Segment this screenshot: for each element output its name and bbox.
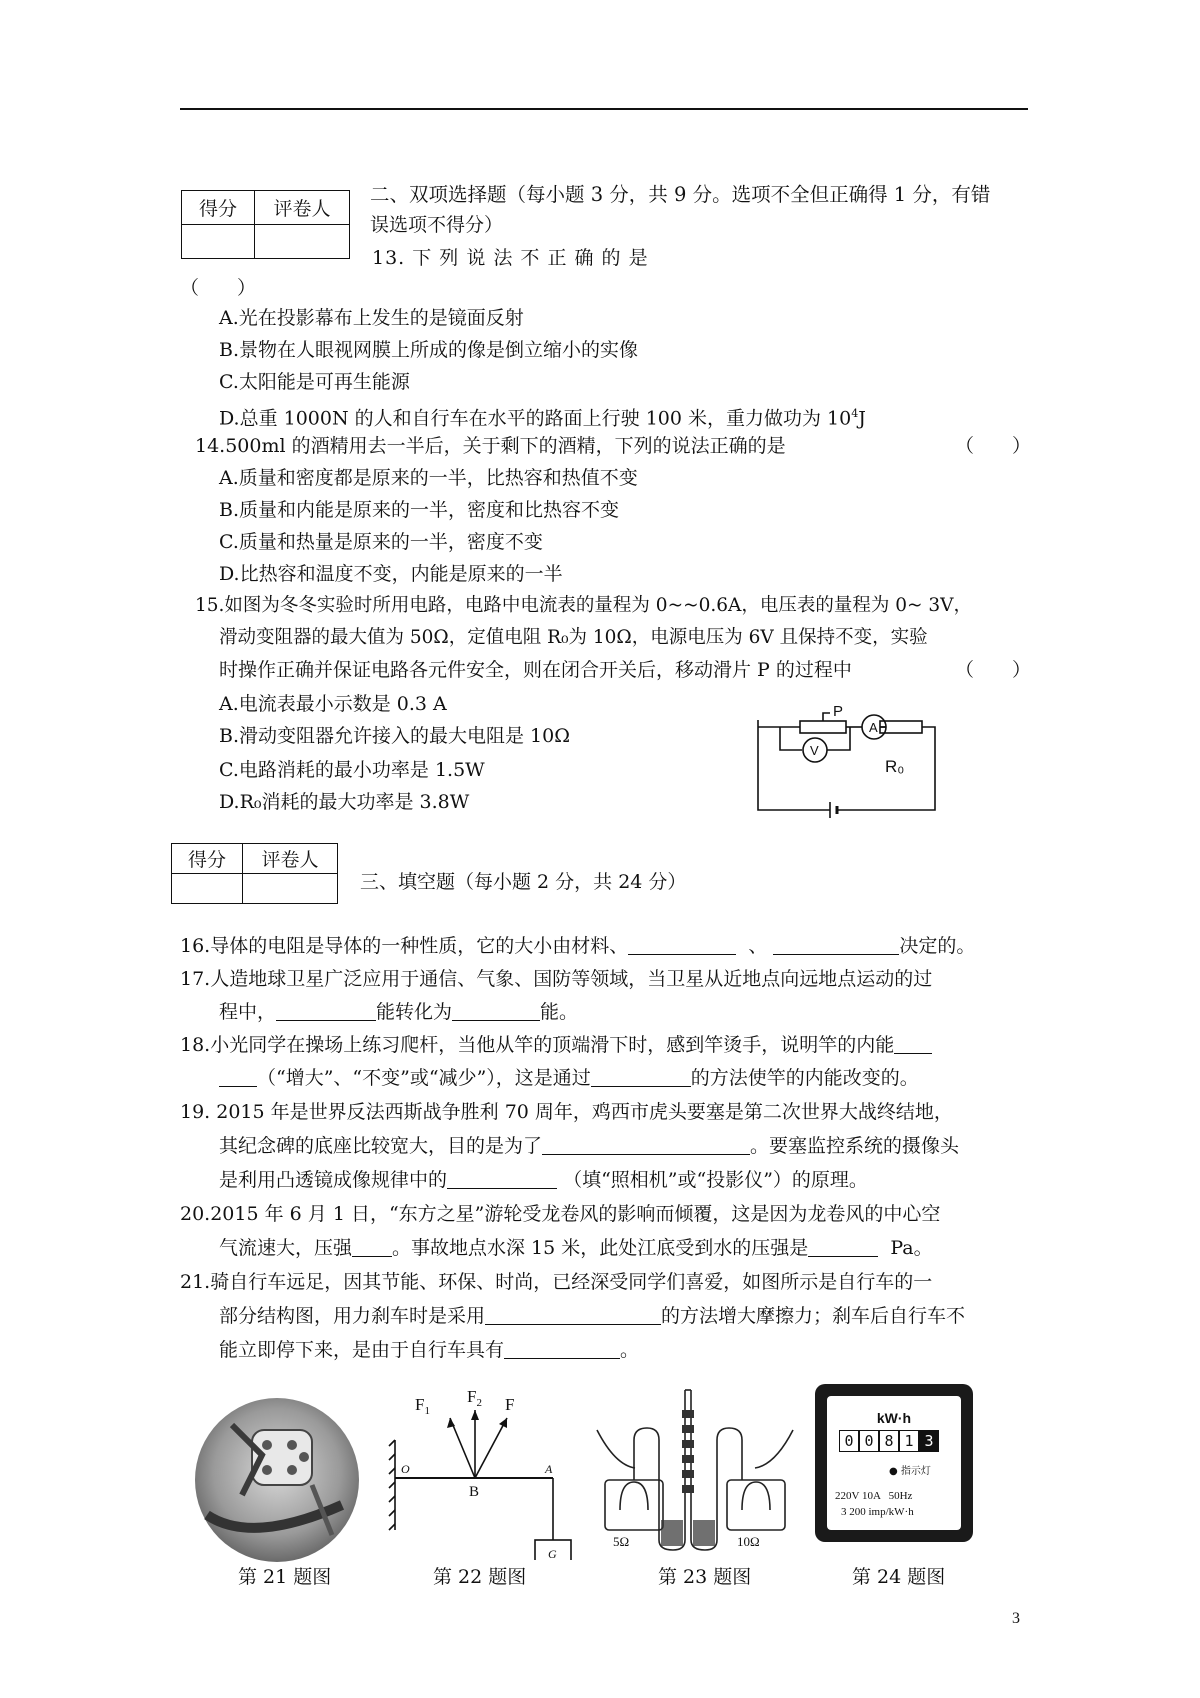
grader-label: 评卷人 [243,844,338,874]
q14-bracket: （ ） [955,435,1032,457]
resistor-10-label: 10Ω [737,1534,760,1549]
q17-text-c: 能。 [540,1001,579,1023]
resistor-5-label: 5Ω [613,1534,630,1549]
q17-blank-1[interactable] [276,1000,376,1021]
score-label: 得分 [182,191,255,225]
q18-text-b: 的方法使竿的内能改变的。 [690,1067,919,1089]
figure-22-caption: 第 22 题图 [433,1566,527,1588]
grader-label: 评卷人 [255,191,350,225]
q19-blank-1[interactable] [542,1134,750,1155]
q13-stem: 13. 下 列 说 法 不 正 确 的 是 [372,247,649,269]
q17-blank-2[interactable] [452,1000,540,1021]
lever-o-label: O [401,1462,410,1476]
q20-text-b: 。事故地点水深 15 米，此处江底受到水的压强是 [392,1237,809,1259]
q13-option-d-exponent: 4 [851,407,859,420]
q16-text-b: 、 [748,935,768,957]
ammeter-label: A [869,720,878,735]
lever-diagram [385,1380,575,1560]
joule-heating-apparatus [595,1370,795,1560]
q13-option-a: A.光在投影幕布上发生的是镜面反射 [219,307,524,329]
q17-line2 [219,998,578,1026]
meter-digit-decimal: 3 [919,1430,939,1452]
q20-text-a: 气流速大，压强 [219,1237,353,1259]
q20-blank-1[interactable] [352,1236,392,1257]
section2-heading-line2: 误选项不得分） [370,214,504,236]
q19-blank-2[interactable] [447,1168,557,1189]
lever-f1-label: $F_1$ [415,1395,430,1417]
q21-line1: 21.骑自行车远足，因其节能、环保、时尚，已经深受同学们喜爱，如图所示是自行车的一 [180,1271,933,1293]
q16-blank-1[interactable] [628,934,736,955]
figure-24-caption: 第 24 题图 [852,1566,946,1588]
q15-circuit-diagram [750,700,940,820]
meter-digits [839,1430,939,1452]
grader-cell [243,874,338,904]
q15-line1: 15.如图为冬冬实验时所用电路，电路中电流表的量程为 0~~0.6A，电压表的量程为 0~ 3V， [195,595,973,616]
q15-line3: 时操作正确并保证电路各元件安全，则在闭合开关后，移动滑片 P 的过程中 [219,659,852,681]
q16-text-c: 决定的。 [899,935,976,957]
q15-option-d: D.R₀消耗的最大功率是 3.8W [219,791,470,813]
score-box-section3 [171,843,338,904]
lever-b-label: B [469,1484,480,1500]
q18-line2 [219,1064,919,1092]
q21-line2 [219,1302,965,1330]
q16-text-a: 16.导体的电阻是导体的一种性质，它的大小由材料、 [180,935,629,957]
q19-text-c: 是利用凸透镜成像规律中的 [219,1169,448,1191]
meter-indicator-label: ● 指示灯 [889,1466,931,1477]
lever-f2-label: $F_2$ [467,1387,482,1409]
q19-text-a: 其纪念碑的底座比较宽大，目的是为了 [219,1135,543,1157]
q18-blank-1b[interactable] [219,1066,257,1087]
q21-text-c: 能立即停下来，是由于自行车具有 [219,1339,505,1361]
score-box-section2 [181,190,350,259]
q19-text-b: 。要塞监控系统的摄像头 [750,1135,960,1157]
q18-text-line1: 18.小光同学在操场上练习爬杆，当他从竿的顶端滑下时，感到竿烫手，说明竿的内能 [180,1034,895,1056]
q14-option-a: A.质量和密度都是原来的一半，比热容和热值不变 [219,467,638,489]
r0-label: R₀ [885,757,905,776]
q20-text-c: Pa。 [890,1237,933,1259]
lever-a-label: A [545,1462,553,1476]
circuit-p-label: P [833,703,844,720]
meter-digit: 8 [879,1430,899,1452]
q20-line2 [219,1234,933,1262]
q16-blank-2[interactable] [773,934,899,955]
q15-line2: 滑动变阻器的最大值为 50Ω，定值电阻 R₀为 10Ω，电源电压为 6V 且保持不变，实验 [219,627,928,648]
q15-option-c: C.电路消耗的最小功率是 1.5W [219,759,485,781]
score-cell [172,874,243,904]
meter-unit: kW·h [876,1410,912,1426]
q14-option-c: C.质量和热量是原来的一半，密度不变 [219,531,543,553]
bicycle-brake-photo [192,1395,362,1565]
q17-text-a: 程中， [219,1001,277,1023]
q14-option-d: D.比热容和温度不变，内能是原来的一半 [219,563,563,585]
q16 [180,932,975,960]
q17-text-b: 能转化为 [376,1001,453,1023]
figure-23-caption: 第 23 题图 [658,1566,752,1588]
q19-line2 [219,1132,959,1160]
q21-line3 [219,1336,639,1364]
q19-line1: 19. 2015 年是世界反法西斯战争胜利 70 周年，鸡西市虎头要塞是第二次世界大战终结地， [180,1101,953,1123]
q15-option-a: A.电流表最小示数是 0.3 A [219,693,447,715]
q14-stem: 14.500ml 的酒精用去一半后，关于剩下的酒精，下列的说法正确的是 [195,435,786,457]
q13-option-d-unit: J [858,407,866,430]
q18-text-a: （“增大”、“不变”或“减少”），这是通过 [257,1067,591,1089]
q21-blank-2[interactable] [504,1338,620,1359]
meter-face [827,1396,961,1530]
score-label: 得分 [172,844,243,874]
q14-option-b: B.质量和内能是原来的一半，密度和比热容不变 [219,499,620,521]
section2-heading-line1: 二、双项选择题（每小题 3 分，共 9 分。选项不全但正确得 1 分，有错 [370,183,991,206]
meter-digit: 0 [859,1430,879,1452]
q13-option-c: C.太阳能是可再生能源 [219,371,410,393]
meter-digit: 1 [899,1430,919,1452]
lever-f-label: F [505,1395,515,1414]
q21-blank-1[interactable] [485,1304,661,1325]
q18-blank-1a[interactable] [894,1033,932,1054]
q13-option-d-text: D.总重 1000N 的人和自行车在水平的路面上行驶 100 米，重力做功为 10 [219,407,852,430]
q13-option-d [219,400,866,432]
page-number: 3 [1012,1610,1020,1627]
q15-bracket: （ ） [955,659,1032,681]
q15-option-b: B.滑动变阻器允许接入的最大电阻是 10Ω [219,725,570,747]
header-rule [180,108,1028,110]
q19-text-d: （填“照相机”或“投影仪”）的原理。 [563,1169,868,1191]
q13-option-b: B.景物在人眼视网膜上所成的像是倒立缩小的实像 [219,339,639,361]
figure-21-caption: 第 21 题图 [238,1566,332,1588]
electric-meter [815,1384,973,1542]
voltmeter-label: V [810,743,819,758]
meter-spec-2: 3 200 imp/kW·h [841,1506,914,1518]
q20-blank-2[interactable] [808,1236,878,1257]
q21-text-a: 部分结构图，用力刹车时是采用 [219,1305,486,1327]
q17-line1: 17.人造地球卫星广泛应用于通信、气象、国防等领域，当卫星从近地点向远地点运动的过 [180,968,933,990]
lever-g-label: G [548,1547,557,1560]
q21-text-b: 的方法增大摩擦力；刹车后自行车不 [661,1305,966,1327]
meter-spec-1: 220V 10A 50Hz [835,1490,913,1502]
q20-line1: 20.2015 年 6 月 1 日，“东方之星”游轮受龙卷风的影响而倾覆，这是因为龙卷风的中心空 [180,1203,941,1225]
q19-line3 [219,1166,868,1194]
section3-heading: 三、填空题（每小题 2 分，共 24 分） [360,871,687,893]
q21-text-d: 。 [620,1339,640,1361]
q18-line1 [180,1031,932,1059]
grader-cell [255,225,350,259]
q13-bracket: （ ） [180,277,257,299]
meter-digit: 0 [839,1430,859,1452]
score-cell [182,225,255,259]
q18-blank-2[interactable] [591,1066,691,1087]
